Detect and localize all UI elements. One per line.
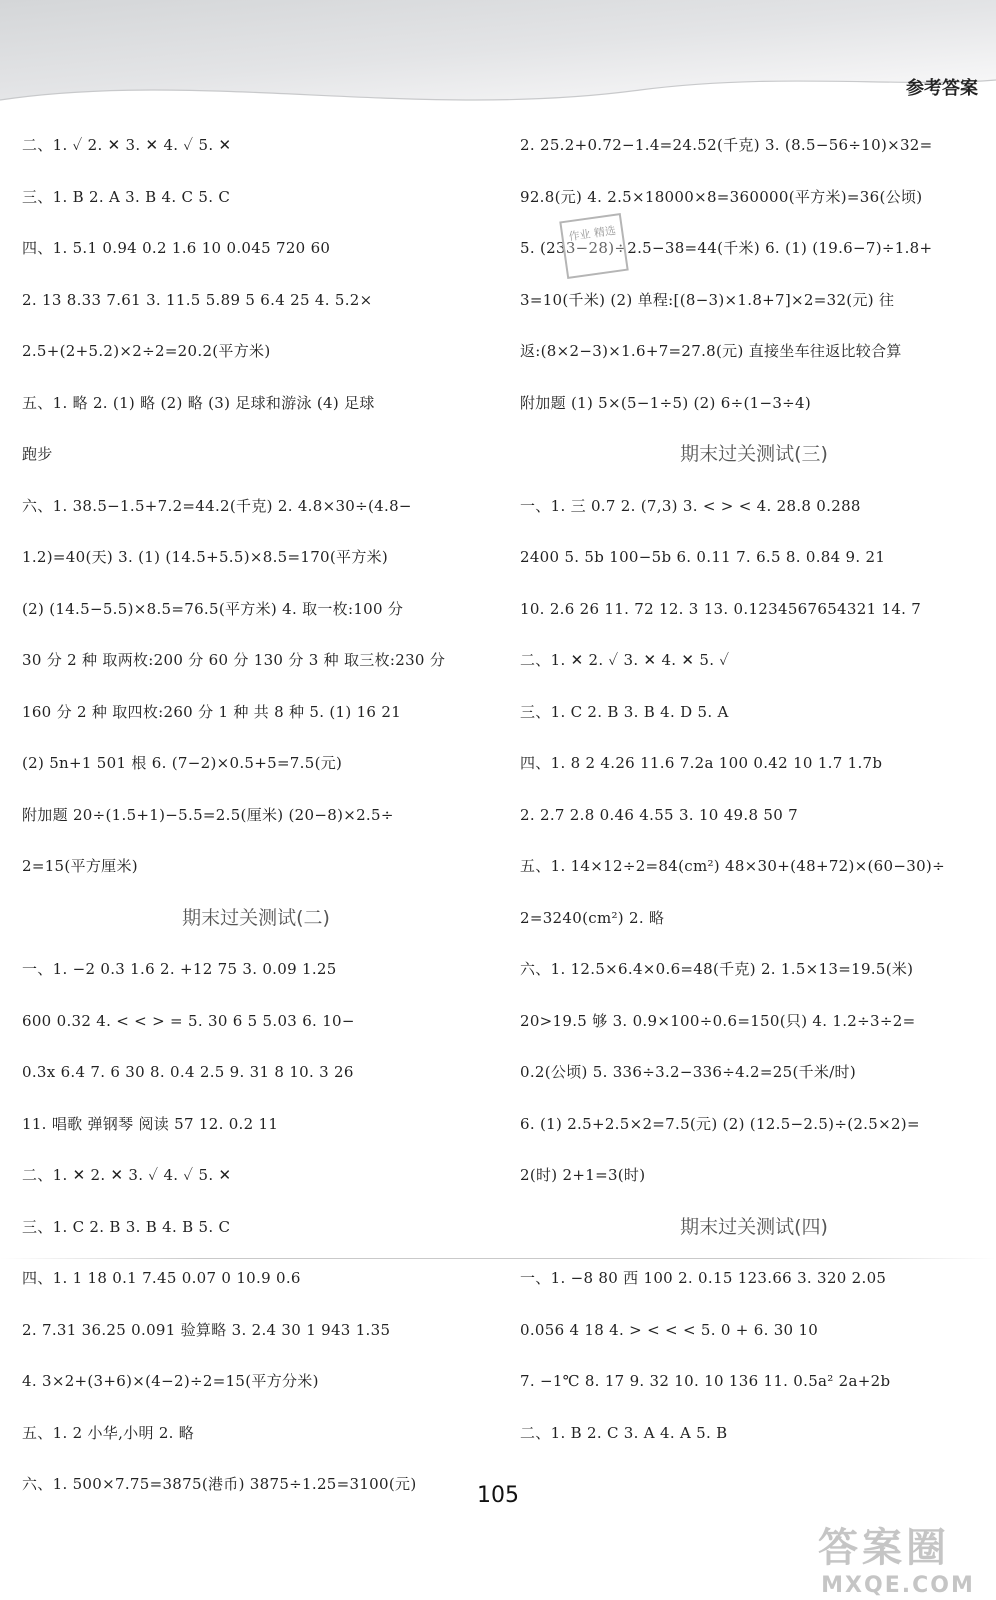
right-answer-line: 2=3240(cm²) 2. 略 xyxy=(520,908,665,927)
left-answer-line: (2) (14.5−5.5)×8.5=76.5(平方米) 4. 取一枚:100 分 xyxy=(22,599,404,618)
left-answer-line: 附加题 20÷(1.5+1)−5.5=2.5(厘米) (20−8)×2.5÷ xyxy=(22,805,394,824)
right-answer-line: 6. (1) 2.5+2.5×2=7.5(元) (2) (12.5−2.5)÷(2.5×2)= xyxy=(520,1114,920,1133)
header-title: 参考答案 xyxy=(906,78,978,99)
section-title: 期末过关测试(二) xyxy=(182,906,330,929)
page-number: 105 xyxy=(477,1483,519,1508)
stamp: 作业 精选 xyxy=(559,213,628,279)
left-answer-line: 30 分 2 种 取两枚:200 分 60 分 130 分 3 种 取三枚:230 分 xyxy=(22,651,446,669)
right-answer-line: 2. 25.2+0.72−1.4=24.52(千克) 3. (8.5−56÷10)×32= xyxy=(520,136,933,154)
right-answer-line: 2. 2.7 2.8 0.46 4.55 3. 10 49.8 50 7 xyxy=(520,805,798,824)
right-answer-line: 92.8(元) 4. 2.5×18000×8=360000(平方米)=36(公顷) xyxy=(520,187,923,206)
right-answer-line: 2400 5. 5b 100−5b 6. 0.11 7. 6.5 8. 0.84 9. 21 xyxy=(520,548,886,566)
left-answer-line: 六、1. 38.5−1.5+7.2=44.2(千克) 2. 4.8×30÷(4.8− xyxy=(22,496,412,515)
right-answer-line: 10. 2.6 26 11. 72 12. 3 13. 0.1234567654321 14. 7 xyxy=(520,599,922,618)
left-answer-line: 2.5+(2+5.2)×2÷2=20.2(平方米) xyxy=(22,342,271,360)
left-answer-line: 2. 13 8.33 7.61 3. 11.5 5.89 5 6.4 25 4. 5.2× xyxy=(22,290,373,309)
page-fold-line xyxy=(0,1258,996,1259)
left-answer-line: 600 0.32 4. < < > = 5. 30 6 5 5.03 6. 10− xyxy=(22,1011,355,1030)
left-answer-line: 160 分 2 种 取四枚:260 分 1 种 共 8 种 5. (1) 16 21 xyxy=(22,702,402,721)
right-answer-line: 一、1. 三 0.7 2. (7,3) 3. < > < 4. 28.8 0.288 xyxy=(520,496,861,515)
right-answer-line: 三、1. C 2. B 3. B 4. D 5. A xyxy=(520,702,729,721)
right-answer-line: 五、1. 14×12÷2=84(cm²) 48×30+(48+72)×(60−30)÷ xyxy=(520,857,945,875)
left-answer-line: 2. 7.31 36.25 0.091 验算略 3. 2.4 30 1 943 1.35 xyxy=(22,1320,391,1339)
left-answer-line: (2) 5n+1 501 根 6. (7−2)×0.5+5=7.5(元) xyxy=(22,754,343,772)
right-answer-line: 六、1. 12.5×6.4×0.6=48(千克) 2. 1.5×13=19.5(米) xyxy=(520,960,914,978)
right-answer-line: 附加题 (1) 5×(5−1÷5) (2) 6÷(1−3÷4) xyxy=(520,393,812,412)
left-answer-line: 二、1. ✕ 2. ✕ 3. ✓ 4. ✓ 5. ✕ xyxy=(22,1166,232,1184)
right-answer-line: 一、1. −8 80 西 100 2. 0.15 123.66 3. 320 2.05 xyxy=(520,1269,887,1287)
left-answer-line: 三、1. C 2. B 3. B 4. B 5. C xyxy=(22,1217,231,1236)
right-answer-line: 7. −1℃ 8. 17 9. 32 10. 10 136 11. 0.5a² 2a+2b xyxy=(520,1372,891,1390)
left-answer-line: 六、1. 500×7.75=3875(港币) 3875÷1.25=3100(元) xyxy=(22,1475,417,1493)
left-answer-line: 4. 3×2+(3+6)×(4−2)÷2=15(平方分米) xyxy=(22,1372,319,1390)
left-answer-line: 四、1. 1 18 0.1 7.45 0.07 0 10.9 0.6 xyxy=(22,1269,301,1287)
left-answer-line: 1.2)=40(天) 3. (1) (14.5+5.5)×8.5=170(平方米) xyxy=(22,548,389,566)
right-answer-line: 20>19.5 够 3. 0.9×100÷0.6=150(只) 4. 1.2÷3÷2= xyxy=(520,1011,916,1030)
left-answer-line: 0.3x 6.4 7. 6 30 8. 0.4 2.5 9. 31 8 10. 3 26 xyxy=(22,1063,354,1081)
watermark-url: MXQE.COM xyxy=(821,1573,975,1598)
right-answer-line: 二、1. ✕ 2. ✓ 3. ✕ 4. ✕ 5. ✓ xyxy=(520,651,730,669)
left-answer-line: 一、1. −2 0.3 1.6 2. +12 75 3. 0.09 1.25 xyxy=(22,960,337,978)
left-answer-line: 五、1. 略 2. (1) 略 (2) 略 (3) 足球和游泳 (4) 足球 xyxy=(22,393,375,412)
section-title: 期末过关测试(四) xyxy=(680,1215,828,1238)
right-answer-line: 3=10(千米) (2) 单程:[(8−3)×1.8+7]×2=32(元) 往 xyxy=(520,290,895,309)
right-answer-line: 返:(8×2−3)×1.6+7=27.8(元) 直接坐车往返比较合算 xyxy=(520,342,902,360)
section-title: 期末过关测试(三) xyxy=(680,443,828,465)
left-answer-line: 二、1. ✓ 2. ✕ 3. ✕ 4. ✓ 5. ✕ xyxy=(22,136,232,154)
left-answer-line: 2=15(平方厘米) xyxy=(22,857,138,875)
watermark-glyphs: 答案圈 xyxy=(818,1525,950,1571)
right-answer-line: 2(时) 2+1=3(时) xyxy=(520,1166,646,1184)
left-answer-line: 三、1. B 2. A 3. B 4. C 5. C xyxy=(22,187,231,206)
watermark-logo xyxy=(818,1516,978,1598)
left-answer-line: 四、1. 5.1 0.94 0.2 1.6 10 0.045 720 60 xyxy=(22,239,331,257)
left-answer-line: 11. 唱歌 弹钢琴 阅读 57 12. 0.2 11 xyxy=(22,1114,279,1133)
left-answer-line: 跑步 xyxy=(22,445,53,463)
left-answer-line: 五、1. 2 小华,小明 2. 略 xyxy=(22,1423,195,1442)
right-answer-line: 0.2(公顷) 5. 336÷3.2−336÷4.2=25(千米/时) xyxy=(520,1063,856,1081)
right-answer-line: 四、1. 8 2 4.26 11.6 7.2a 100 0.42 10 1.7 1.7b xyxy=(520,754,883,772)
left-column xyxy=(22,120,490,1511)
right-answer-line: 0.056 4 18 4. > < < < 5. 0 + 6. 30 10 xyxy=(520,1320,819,1339)
right-answer-line: 5. (233−28)÷2.5−38=44(千米) 6. (1) (19.6−7)÷1.8+ xyxy=(520,239,933,257)
right-answer-line: 二、1. B 2. C 3. A 4. A 5. B xyxy=(520,1423,728,1442)
